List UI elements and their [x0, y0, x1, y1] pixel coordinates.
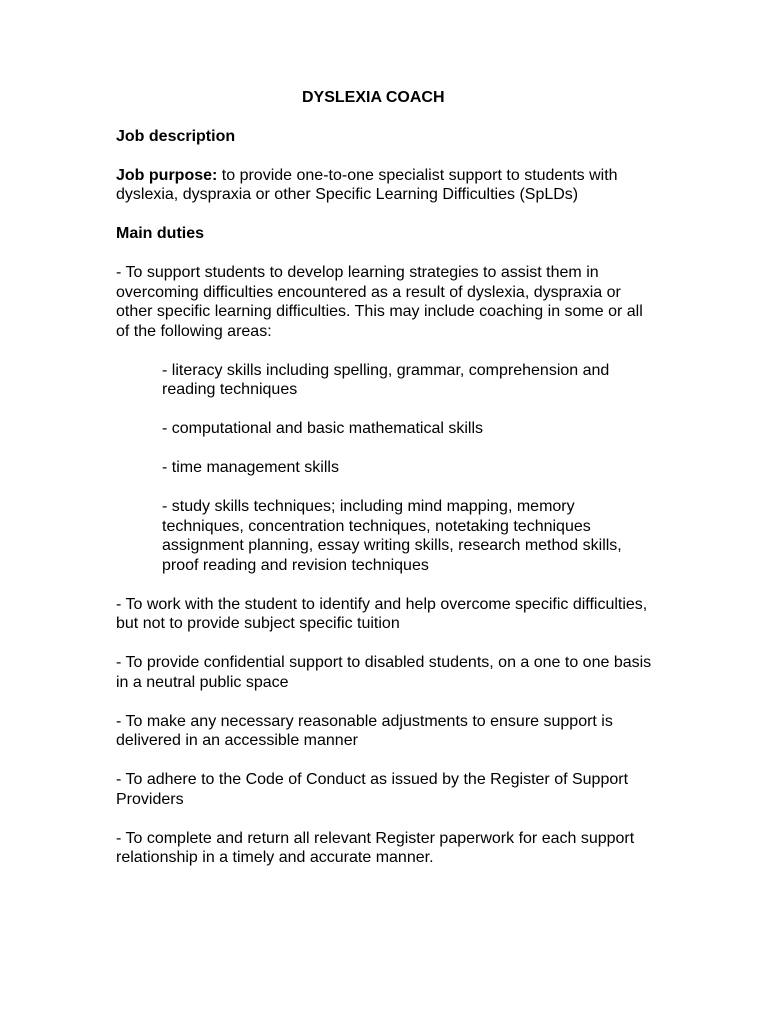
- sub-item-literacy: - literacy skills including spelling, grammar, comprehension and reading techniques: [162, 361, 610, 398]
- job-purpose-paragraph: [116, 166, 656, 205]
- document-page: [116, 88, 656, 868]
- duty-item: - To adhere to the Code of Conduct as issued by the Register of Support Providers: [116, 771, 629, 808]
- duty-item: - To provide confidential support to disabled students, on a one to one basis in a neutral public space: [116, 654, 652, 691]
- document-title: DYSLEXIA COACH: [302, 89, 445, 106]
- duty-item: - To complete and return all relevant Register paperwork for each support relationship in a timely and accurate manner.: [116, 829, 635, 866]
- sub-item-study-skills: - study skills techniques; including mind mapping, memory techniques, concentration techniques, notetaking techniques assignment planning, essay writing skills, research method skills, proof reading and revision techniques: [162, 498, 622, 574]
- sub-item-time-management: - time management skills: [162, 459, 339, 476]
- duties-intro: - To support students to develop learning strategies to assist them in overcoming difficulties encountered as a result of dyslexia, dyspraxia or other specific learning difficulties. This may include coaching in some or all of the following areas:: [116, 264, 643, 340]
- job-description-heading: Job description: [116, 127, 236, 145]
- duty-item: - To work with the student to identify and help overcome specific difficulties, but not to provide subject specific tuition: [116, 595, 648, 632]
- duty-item: - To make any necessary reasonable adjustments to ensure support is delivered in an accessible manner: [116, 712, 613, 749]
- main-duties-heading: Main duties: [116, 225, 205, 242]
- job-purpose-label: Job purpose:: [116, 166, 218, 184]
- job-purpose-text: to provide one-to-one specialist support to students with dyslexia, dyspraxia or other Specific Learning Difficulties (SpLDs): [116, 166, 618, 203]
- sub-item-computational: - computational and basic mathematical skills: [162, 420, 484, 437]
